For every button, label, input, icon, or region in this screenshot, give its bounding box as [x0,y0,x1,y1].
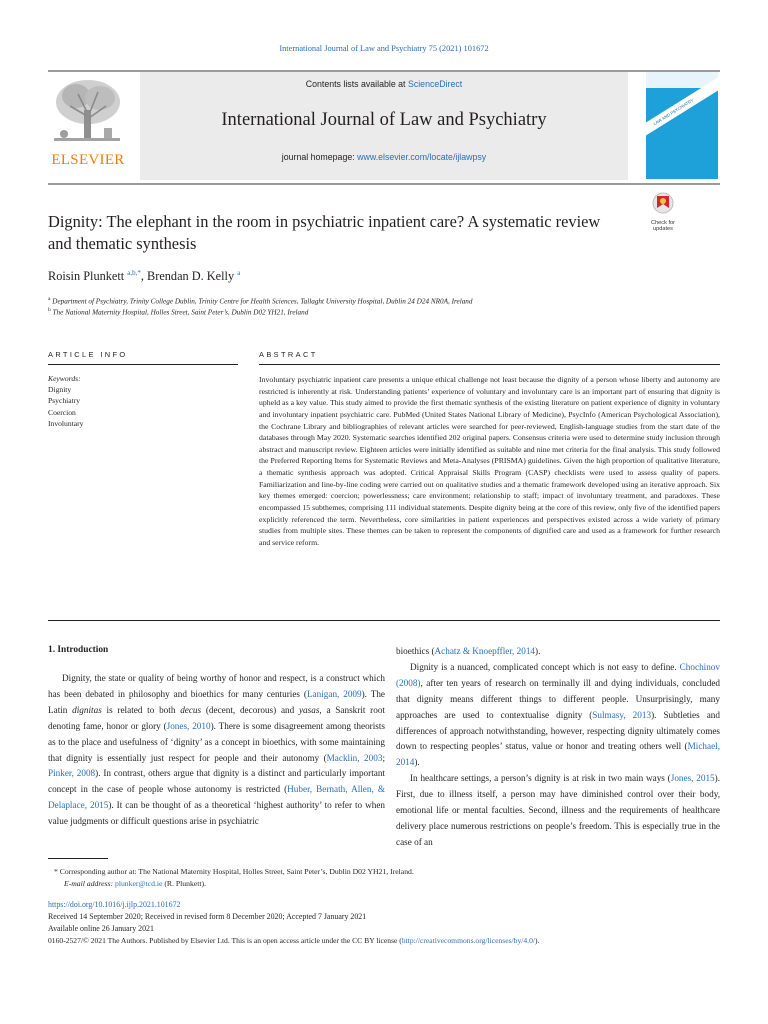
keyword: Psychiatry [48,396,81,406]
text-run: Dignity is a nuanced, complicated concept which is not easy to define. [410,661,680,672]
body-left-column [48,671,385,830]
check-updates-icon [640,192,686,214]
text-run: ). [414,757,420,768]
author-separator: , [140,269,148,284]
abstract-text: Involuntary psychiatric inpatient care presents a unique ethical challenge not least because the dignity of a person whose liberty and autonomy are restricted is inherently at risk. Understanding patients’ experience of voluntary and involuntary care is an important part of ensuring that dignity is upheld as a key value. This study aimed to provide the first thematic synthesis of the existing literature on patient experience of dignity in voluntary and involuntary inpatient psychiatric care. PubMed (United States National Library of Medicine), PsycInfo (American Psychological Association), the Cochrane Library and bibliographies of relevant articles were searched for peer-reviewed, English-language studies from the start date of the databases through May 2020. Systematic searches identified 202 original papers. Consensus criteria were used to determine study inclusion through abstract and manuscript review. Eighteen articles were initially identified as suitable and nine met criteria for the final analysis. This study followed the Preferred Reporting Items for Systematic Reviews and Meta-Analyses (PRISMA) guidelines. Given the high proportion of qualitative literature, a thematic synthesis approach was adopted. Critical Appraisal Skills Program (CASP) checklists were used to assess quality of papers. Familiarization and line-by-line coding were carried out on qualitative studies and a thematic framework developed using an iterative approach. Six key themes emerged: coercion; powerlessness; care environment; relationship to staff; impact of involuntary treatment, and paradoxes. These encompassed 15 subthemes, comprising 111 individual statements. Despite dignity being at the core of this review, only five of the identified papers explicitly referenced the term. Nevertheless, core similarities in patient experiences and perspectives existed across a wide variety of primary studies from multiple sites. These themes can be taken to represent the components of dignified care and used as a framework for further research and service reform. [259,375,720,547]
body-right-column [396,644,720,851]
elsevier-tree-icon [48,76,126,150]
affiliation-text: Department of Psychiatry, Trinity College Dublin, Trinity Centre for Health Sciences, Tallaght University Hospital, Dublin 24 D24 NR0A, Ireland [52,297,473,306]
text-run: bioethics ( [396,646,435,656]
emphasis-text: dignitas [72,704,102,715]
sciencedirect-link[interactable]: ScienceDirect [407,79,463,89]
affiliation-a [48,296,728,305]
affiliation-mark: a [48,296,51,302]
citation-link[interactable]: Sulmasy, 2013 [592,709,652,720]
paragraph [396,644,720,660]
doi-text[interactable]: https://doi.org/10.1016/j.ijlp.2021.101672 [48,900,181,909]
check-updates-label [640,220,686,232]
text-run: ). It can be thought of as a theoretical ‘highest authority’ to refer to when value judgments or difficult questions arise in psychiatric [48,800,385,827]
footnote-rule [48,858,108,859]
check-updates-line-1: Check for [651,220,675,226]
author-name[interactable]: Brendan D. Kelly [147,269,235,284]
cover-title-stripe: LAW AND PSYCHIATRY [646,72,718,139]
banner-bottom-rule [48,183,720,185]
abstract-bottom-rule [48,620,720,621]
journal-cover-thumbnail[interactable] [646,72,718,179]
citation-link[interactable]: Huber, Bernath, Allen, & Delaplace, 2015 [48,784,385,811]
license-suffix: ). [534,936,540,945]
text-run: ). The Latin [48,688,386,715]
license-line [48,936,738,947]
text-run: ). First, due to illness itself, a person may have diminished control over their body, emotional life or mental faculties. Second, illness and the requirements of healthcare delivery place numerous restrictions on people’s freedom. This is especially true in the case of an [396,773,721,847]
abstract-rule [259,364,720,365]
email-link[interactable]: plunker@tcd.ie [114,879,163,888]
homepage-link[interactable]: www.elsevier.com/locate/ijlawpsy [357,152,487,162]
check-updates-line-2: updates [653,226,673,232]
available-online-date: Available online 26 January 2021 [48,924,154,933]
citation-link[interactable]: Lanigan, 2009 [306,688,362,699]
text-run: ). There is some disagreement among theorists as to the place and usefulness of ‘dignity’ as a concept in bioethics, with some maintaining that dignity is essentially just respect for people and their autonomy ( [48,720,385,763]
citation-link[interactable]: Chochinov (2008) [396,661,720,688]
email-suffix: (R. Plunkett). [162,879,206,888]
text-run: is related to both [101,704,181,715]
homepage-prefix: journal homepage: [281,152,358,162]
article-title: Dignity: The elephant in the room in psychiatric inpatient care? A systematic review and thematic synthesis [48,212,601,253]
paragraph [48,671,385,830]
journal-title: International Journal of Law and Psychiatry [221,110,547,130]
article-info-rule [48,364,238,365]
text-run: (decent, decorous) and [201,704,299,715]
author-name[interactable]: Roisin Plunkett [48,269,125,284]
affiliation-text: The National Maternity Hospital, Holles Street, Saint Peter’s, Dublin D02 YH21, Ireland [52,308,309,317]
elsevier-logo[interactable] [48,76,128,176]
keyword: Dignity [48,385,72,395]
received-dates: Received 14 September 2020; Received in revised form 8 December 2020; Accepted 7 January 2021 [48,912,367,921]
keyword: Coercion [48,407,76,417]
paragraph [396,660,720,771]
corresponding-author-note: * Corresponding author at: The National Maternity Hospital, Holles Street, Saint Peter’s, Dublin D02 YH21, Ireland. [54,867,414,876]
affiliation-b [48,307,728,316]
contents-prefix: Contents lists available at [305,79,408,89]
license-prefix: 0160-2527/© 2021 The Authors. Published by Elsevier Ltd. This is an open access article under the CC BY license ( [48,936,402,945]
text-run: , after ten years of research on terminally ill and dying individuals, concluded that dignity means different things to different people. Unsurprisingly, many approaches are used to contextualise dignity ( [396,677,720,720]
emphasis-text: yasas [298,704,320,715]
contents-availability [140,79,628,89]
article-info-heading: ARTICLE INFO [48,350,128,359]
emphasis-text: decus [180,704,202,715]
affiliation-mark: b [48,307,51,313]
abstract-heading: ABSTRACT [259,350,318,359]
citation-link[interactable]: Achatz & Knoepffler, 2014 [434,646,536,656]
citation-link[interactable]: Michael, 2014 [396,741,720,768]
author-affil-marks[interactable]: a,b,* [127,269,141,277]
citation-link[interactable]: Jones, 2015 [670,773,715,784]
journal-banner [48,70,720,185]
text-run: ). Subtleties and differences of approach notwithstanding, however, respecting dignity ultimately comes down to respecting peoples’ status, value or honor and treating others well ( [396,709,720,752]
license-link[interactable]: http://creativecommons.org/licenses/by/4.0/ [401,936,535,945]
keyword: Involuntary [48,418,84,428]
text-run: ). [535,646,541,656]
text-run: In healthcare settings, a person’s dignity is at risk in two main ways ( [410,773,671,784]
text-run: , a Sanskrit root denoting fame, honor or glory ( [48,704,385,731]
citation-link[interactable]: Pinker, 2008 [48,768,96,779]
elsevier-wordmark: ELSEVIER [51,152,125,168]
paragraph [396,771,720,851]
citation-link[interactable]: Macklin, 2003 [326,752,383,763]
author-list [48,269,240,284]
running-head[interactable]: International Journal of Law and Psychiatry 75 (2021) 101672 [279,44,489,53]
keywords-label: Keywords: [48,374,81,383]
check-for-updates-badge[interactable] [640,192,686,232]
email-label: E-mail address: [64,879,115,888]
journal-homepage [140,152,628,162]
banner-center-panel [140,72,628,180]
author-affil-marks[interactable]: a [237,269,241,277]
text-run: Dignity, the state or quality of being worthy of honor and respect, is a construct which has been debated in philosophy and bioethics for many centuries ( [48,673,385,699]
section-heading-introduction: 1. Introduction [48,645,109,655]
text-run: ). In contrast, others argue that dignity is a distinct and particularly important concept in the case of people whose autonomy is restricted ( [48,768,385,795]
text-run: ; [382,752,385,763]
citation-link[interactable]: Jones, 2010 [166,720,211,731]
keywords-block [48,373,238,429]
email-note [48,878,728,889]
doi-link[interactable] [48,900,738,911]
